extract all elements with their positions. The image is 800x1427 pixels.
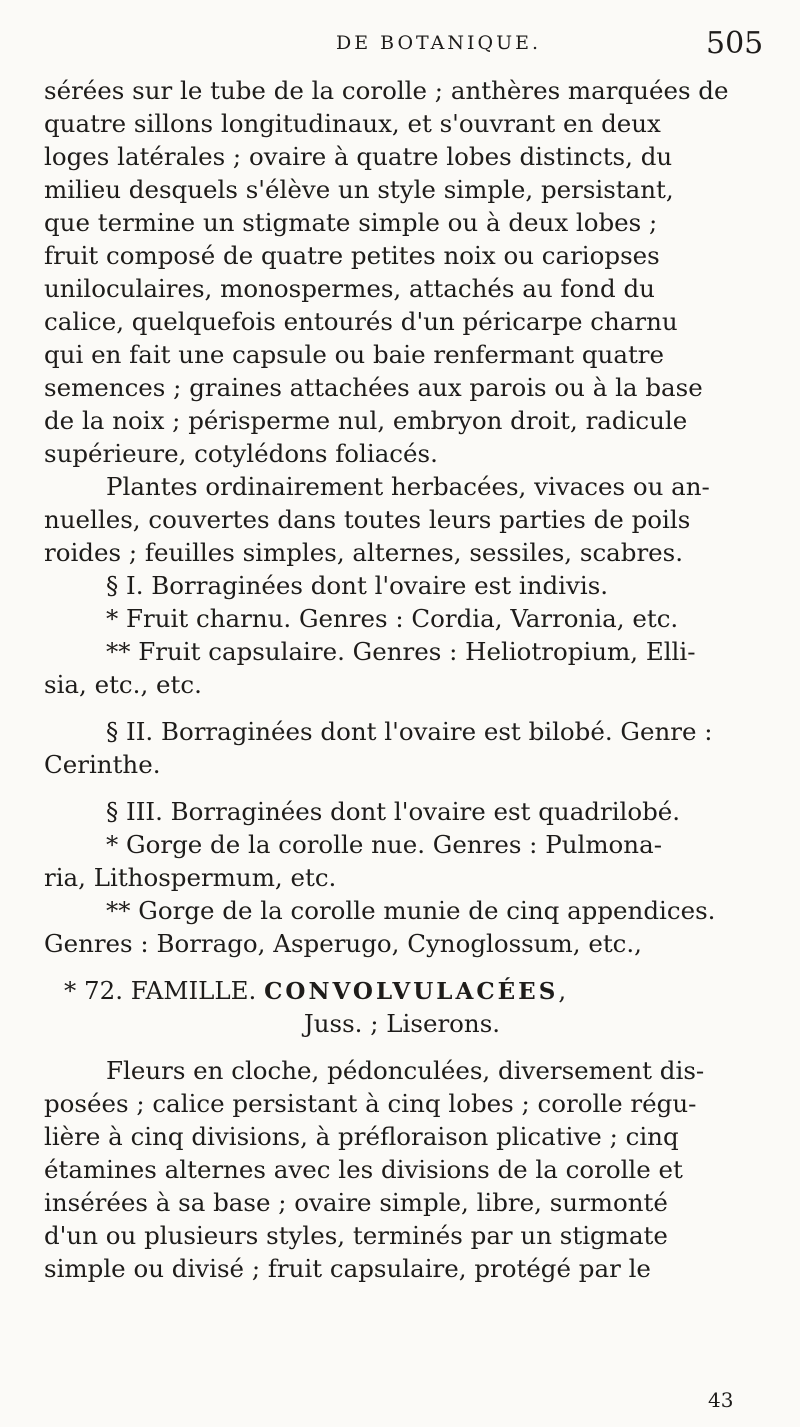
text-line: nuelles, couvertes dans toutes leurs parties de poils: [44, 505, 691, 534]
family-heading: [44, 974, 760, 1040]
page-header: [0, 22, 800, 62]
text-line: de la noix ; périsperme nul, embryon droit, radicule: [44, 406, 688, 435]
text-line: quatre sillons longitudinaux, et s'ouvrant en deux: [44, 109, 661, 138]
page-number: 505: [706, 26, 764, 61]
text-line: étamines alternes avec les divisions de la corolle et: [44, 1155, 683, 1184]
text-line: qui en fait une capsule ou baie renfermant quatre: [44, 340, 665, 369]
section-heading: § I. Borraginées dont l'ovaire est indivis.: [106, 571, 609, 600]
family-suffix: ,: [558, 976, 567, 1005]
section-heading: § III. Borraginées dont l'ovaire est quadrilobé.: [106, 797, 681, 826]
family-title-line: [44, 974, 760, 1007]
text-line: sia, etc., etc.: [44, 670, 202, 699]
text-line: ** Fruit capsulaire. Genres : Heliotropium, Elli-: [106, 637, 696, 666]
section-one: [44, 569, 760, 701]
section-two: [44, 715, 760, 781]
text-line: Plantes ordinairement herbacées, vivaces ou an-: [106, 472, 710, 501]
text-line: loges latérales ; ovaire à quatre lobes distincts, du: [44, 142, 673, 171]
text-line: posées ; calice persistant à cinq lobes ; corolle régu-: [44, 1089, 697, 1118]
text-line: insérées à sa base ; ovaire simple, libre, surmonté: [44, 1188, 668, 1217]
family-prefix: * 72. FAMILLE.: [64, 976, 257, 1005]
text-line: calice, quelquefois entourés d'un péricarpe charnu: [44, 307, 678, 336]
paragraph-description: [44, 74, 760, 470]
family-name: CONVOLVULACÉES: [264, 978, 559, 1005]
text-line: simple ou divisé ; fruit capsulaire, protégé par le: [44, 1254, 651, 1283]
signature-mark: 43: [708, 1388, 734, 1412]
family-authority: Juss. ; Liserons.: [303, 1009, 501, 1038]
running-head: DE BOTANIQUE.: [336, 32, 542, 54]
text-line: Fleurs en cloche, pédonculées, diversement dis-: [106, 1056, 705, 1085]
text-line: * Gorge de la corolle nue. Genres : Pulmona-: [106, 830, 662, 859]
text-block: [44, 74, 760, 1285]
text-line: fruit composé de quatre petites noix ou cariopses: [44, 241, 660, 270]
text-line: roides ; feuilles simples, alternes, sessiles, scabres.: [44, 538, 684, 567]
section-three: [44, 795, 760, 960]
text-line: semences ; graines attachées aux parois ou à la base: [44, 373, 703, 402]
text-line: ria, Lithospermum, etc.: [44, 863, 337, 892]
text-line: que termine un stigmate simple ou à deux lobes ;: [44, 208, 658, 237]
text-line: Cerinthe.: [44, 750, 161, 779]
paragraph-convolvulaceae: [44, 1054, 760, 1285]
section-heading: § II. Borraginées dont l'ovaire est bilobé. Genre :: [106, 717, 713, 746]
paragraph-habit: [44, 470, 760, 569]
text-line: * Fruit charnu. Genres : Cordia, Varronia, etc.: [106, 604, 679, 633]
text-line: milieu desquels s'élève un style simple, persistant,: [44, 175, 674, 204]
text-line: Genres : Borrago, Asperugo, Cynoglossum, etc.,: [44, 929, 642, 958]
text-line: sérées sur le tube de la corolle ; anthères marquées de: [44, 76, 729, 105]
text-line: ** Gorge de la corolle munie de cinq appendices.: [106, 896, 716, 925]
text-line: supérieure, cotylédons foliacés.: [44, 439, 438, 468]
text-line: lière à cinq divisions, à préfloraison plicative ; cinq: [44, 1122, 679, 1151]
text-line: uniloculaires, monospermes, attachés au fond du: [44, 274, 655, 303]
text-line: d'un ou plusieurs styles, terminés par un stigmate: [44, 1221, 668, 1250]
